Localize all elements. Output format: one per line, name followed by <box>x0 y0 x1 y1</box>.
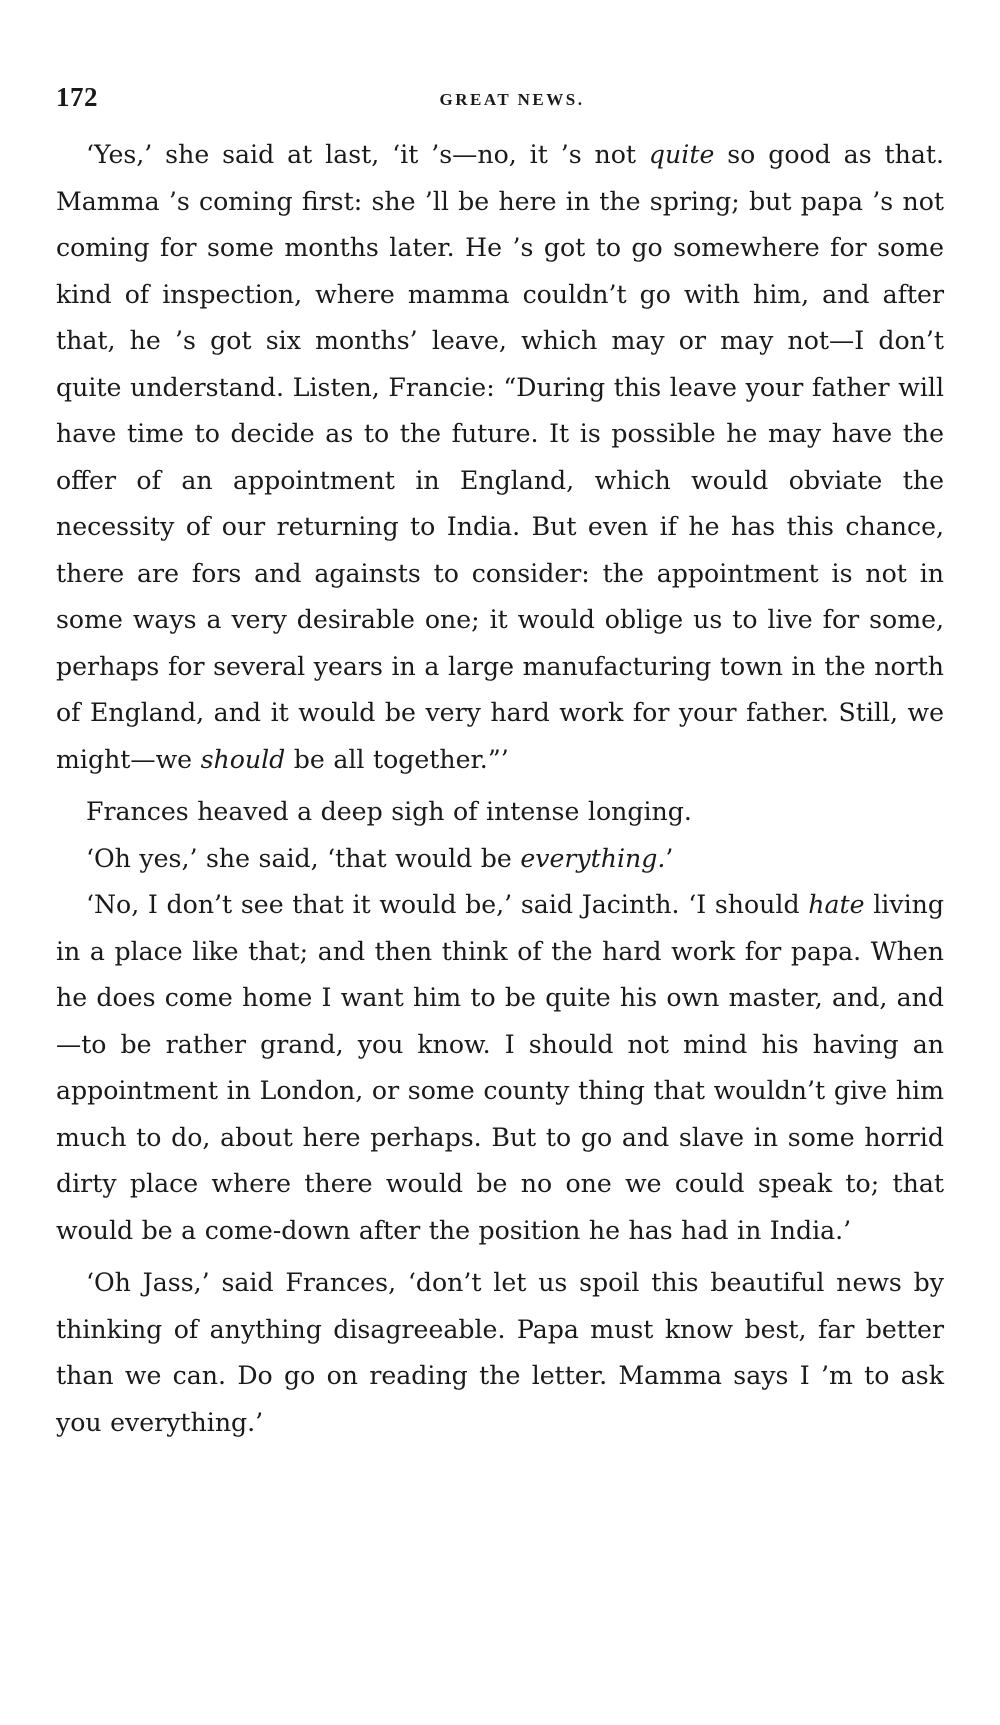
text-span: living in a place like that; and then think of the hard work for papa. When he does come home I want him to be quite his own master, and, and—to be rather grand, you know. I should not mind his having an appointment in London, or some county thing that wouldn’t give him much to do, about here perhaps. But to go and slave in some horrid dirty place where there would be no one we could speak to; that would be a come-down after the position he has had in India.’ <box>56 890 944 1245</box>
italic-span: hate <box>808 890 865 919</box>
page-number: 172 <box>56 82 98 112</box>
italic-span: everything. <box>520 843 666 873</box>
text-span: ‘Oh Jass,’ said Frances, ‘don’t let us spoil this beautiful news by thinking of anything disagreeable. Papa must know best, far better than we can. Do go on reading the letter. Mamma says I ’m to ask you everything.’ <box>56 1268 944 1437</box>
page-header <box>56 82 944 122</box>
paragraph <box>56 882 944 1254</box>
text-span: be all together.”’ <box>285 744 509 774</box>
text-span: Frances heaved a deep sigh of intense longing. <box>86 797 692 826</box>
text-span: ‘Oh yes,’ she said, ‘that would be <box>86 843 521 873</box>
paragraph <box>56 836 944 883</box>
italic-span: should <box>200 744 286 774</box>
paragraph <box>56 132 944 783</box>
running-head: GREAT NEWS. <box>439 90 585 109</box>
text-span: ’ <box>665 843 674 873</box>
text-span: ‘Yes,’ she said at last, ‘it ’s—no, it ’s not <box>86 140 649 169</box>
italic-span: quite <box>648 140 715 169</box>
text-span: ‘No, I don’t see that it would be,’ said Jacinth. ‘I should <box>86 890 809 919</box>
body-text <box>56 132 944 1446</box>
paragraph <box>56 789 944 836</box>
text-span: so good as that. Mamma ’s coming first: she ’ll be here in the spring; but papa ’s not coming for some months later. He ’s got to go somewhere for some kind of inspection, where mamma couldn’t go with him, and after that, he ’s got six months’ leave, which may or may not—I don’t quite understand. Listen, Francie: “During this leave your father will have time to decide as to the future. It is possible he may have the offer of an appointment in England, which would obviate the necessity of our returning to India. But even if he has this chance, there are fors and againsts to consider: the appointment is not in some ways a very desirable one; it would oblige us to live for some, perhaps for several years in a large manufacturing town in the north of England, and it would be very hard work for your father. Still, we might—we <box>56 140 945 774</box>
paragraph <box>56 1260 944 1446</box>
